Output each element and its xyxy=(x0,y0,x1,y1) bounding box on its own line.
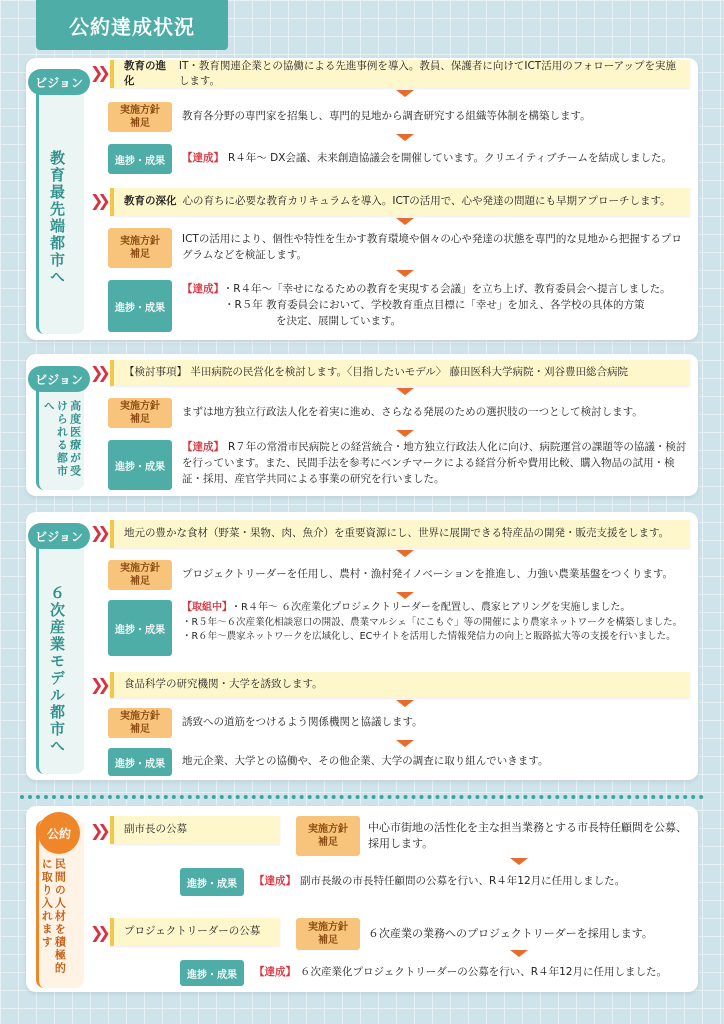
vision-badge: ビジョン xyxy=(28,523,90,549)
status-tag: 【達成】 xyxy=(182,152,224,165)
progress-detail: R７年の常滑市民病院との経営統合・地方独立行政法人化に向け、病院運営の課題等の協議・検討を行っています。また、民間手法を参考にベンチマークによる経営分析や費用比較、購入物品の試用・検証・採用、産官学共同による事業の研究を行いました。 xyxy=(182,441,687,485)
status-tag: 【達成】 xyxy=(182,441,224,453)
progress-label: 進捗・成果 xyxy=(108,748,172,776)
progress-label: 進捗・成果 xyxy=(180,960,244,986)
chevron-right-icon: ❯❯ xyxy=(90,675,105,694)
progress-line-1: ・R４年～ ６次産業化プロジェクトリーダーを配置し、農家ヒアリングを実施しました。 xyxy=(231,602,631,613)
progress-line-1: ・R４年～「幸せになるための教育を実現する会議」を立ち上げ、教育委員会へ提言しました。 xyxy=(222,283,671,295)
plan-label: 実施方針 補足 xyxy=(108,102,172,132)
goal-project-leader: プロジェクトリーダーの公募 xyxy=(110,918,280,946)
down-arrow-icon xyxy=(396,388,414,395)
down-arrow-icon xyxy=(396,218,414,225)
progress-text xyxy=(182,600,692,656)
section-education-heading: 教育最先端都市へ xyxy=(48,150,66,286)
plan-label: 実施方針 補足 xyxy=(296,918,360,950)
progress-text: 地元企業、大学との協働や、その他企業、大学の調査に取り組んでいきます。 xyxy=(182,748,688,776)
progress-label: 進捗・成果 xyxy=(180,868,244,896)
plan-label: 実施方針 補足 xyxy=(108,560,172,590)
progress-text xyxy=(254,868,690,896)
progress-line-3: ・R６年～農家ネットワークを広域化し、ECサイトを活用した情報発信力の向上と販路拡大等の支援を行いました。 xyxy=(182,631,676,643)
progress-text xyxy=(182,144,688,174)
plan-label: 実施方針 補足 xyxy=(108,228,172,268)
progress-detail: ６次産業化プロジェクトリーダーの公募を行い、R４年12月に任用しました。 xyxy=(300,966,667,979)
plan-text: まずは地方独立行政法人化を着実に進め、さらなる発展のための選択肢の一つとして検討します。 xyxy=(182,398,688,428)
vision-badge: ビジョン xyxy=(28,366,90,392)
progress-detail: R４年～ DX会議、未来創造協議会を開催しています。クリエイティブチームを結成しました。 xyxy=(228,152,673,165)
plan-text: プロジェクトリーダーを任用し、農村・漁村発イノベーションを推進し、力強い農業基盤をつくります。 xyxy=(182,560,688,590)
vision-badge: ビジョン xyxy=(28,69,90,95)
progress-label: 進捗・成果 xyxy=(108,600,172,656)
down-arrow-icon xyxy=(396,430,414,437)
goal-education-evolution xyxy=(110,60,690,88)
goal-text: IT・教育関連企業との協働による先進事例を導入。教員、保護者に向けてICT活用のフォローアップを実施します。 xyxy=(178,59,676,87)
plan-text: ６次産業の業務へのプロジェクトリーダーを採用します。 xyxy=(368,918,690,950)
section-agriculture-heading: ６次産業モデル都市へ xyxy=(48,585,66,755)
progress-text xyxy=(182,280,688,332)
down-arrow-icon xyxy=(396,270,414,277)
plan-label: 実施方針 補足 xyxy=(296,816,360,856)
chevron-right-icon: ❯❯ xyxy=(90,363,105,382)
section-recruit-heading: 民間の人材を積極的に取り入れます xyxy=(40,858,67,975)
down-arrow-icon xyxy=(396,592,414,599)
goal-heading: 教育の深化 xyxy=(124,195,177,208)
chevron-right-icon: ❯❯ xyxy=(90,63,105,82)
goal-heading: 教育の進化 xyxy=(124,59,166,87)
plan-text: 教育各分野の専門家を招集し、専門的見地から調査研究する組織等体制を構築します。 xyxy=(182,102,688,132)
goal-education-deepening xyxy=(110,188,690,216)
plan-label: 実施方針 補足 xyxy=(108,398,172,428)
progress-label: 進捗・成果 xyxy=(108,144,172,174)
status-tag: 【達成】 xyxy=(254,966,296,979)
progress-text xyxy=(254,960,690,986)
progress-detail: 副市長級の市長特任顧問の公募を行い、R４年12月に任用しました。 xyxy=(300,875,626,888)
plan-text: ICTの活用により、個性や特性を生かす教育環境や個々の心や発達の状態を専門的な見地から把握するプログラムなどを検証します。 xyxy=(182,228,688,268)
chevron-right-icon: ❯❯ xyxy=(90,191,105,210)
status-tag: 【達成】 xyxy=(182,283,219,295)
section-medical-heading: 高度医療が受けられる都市へ xyxy=(42,400,82,478)
down-arrow-icon xyxy=(510,950,528,957)
chevron-right-icon: ❯❯ xyxy=(90,523,105,542)
progress-line-2: ・R５年 教育委員会において、学校教育重点目標に「幸せ」を加え、各学校の具体的方策 xyxy=(224,298,645,311)
chevron-right-icon: ❯❯ xyxy=(90,821,105,840)
status-tag: 【取組中】 xyxy=(182,602,227,613)
progress-text xyxy=(182,440,688,490)
down-arrow-icon xyxy=(396,700,414,707)
goal-hospital-privatization: 【検討事項】 半田病院の民営化を検討します。〈目指したいモデル〉 藤田医科大学病院・刈谷豊田総合病院 xyxy=(110,360,690,386)
plan-text: 中心市街地の活性化を主な担当業務とする市長特任顧問を公募、採用します。 xyxy=(368,816,690,856)
goal-text: 心の育ちに必要な教育カリキュラムを導入。ICTの活用で、心や発達の問題にも早期アプローチします。 xyxy=(182,195,671,208)
pledge-badge: 公約 xyxy=(38,812,80,854)
progress-line-3: を決定、展開しています。 xyxy=(276,314,402,327)
down-arrow-icon xyxy=(396,134,414,141)
goal-local-produce: 地元の豊かな食材（野菜・果物、肉、魚介）を重要資源にし、世界に展開できる特産品の開発・販売支援をします。 xyxy=(110,520,690,548)
goal-deputy-mayor: 副市長の公募 xyxy=(110,816,280,844)
status-tag: 【達成】 xyxy=(254,875,296,888)
page-title: 公約達成状況 xyxy=(36,0,228,50)
chevron-right-icon: ❯❯ xyxy=(90,923,105,942)
progress-label: 進捗・成果 xyxy=(108,280,172,332)
plan-label: 実施方針 補足 xyxy=(108,708,172,738)
progress-line-2: ・R５年～６次産業化相談窓口の開設、農業マルシェ「にこもぐ」等の開催により農家ネットワークを構築しました。 xyxy=(182,616,683,628)
goal-food-science: 食品科学の研究機関・大学を誘致します。 xyxy=(110,672,690,698)
progress-label: 進捗・成果 xyxy=(108,440,172,490)
down-arrow-icon xyxy=(396,550,414,557)
section-divider xyxy=(20,795,704,799)
down-arrow-icon xyxy=(396,90,414,97)
down-arrow-icon xyxy=(510,858,528,865)
plan-text: 誘致への道筋をつけるよう関係機関と協議します。 xyxy=(182,708,688,738)
down-arrow-icon xyxy=(396,740,414,747)
